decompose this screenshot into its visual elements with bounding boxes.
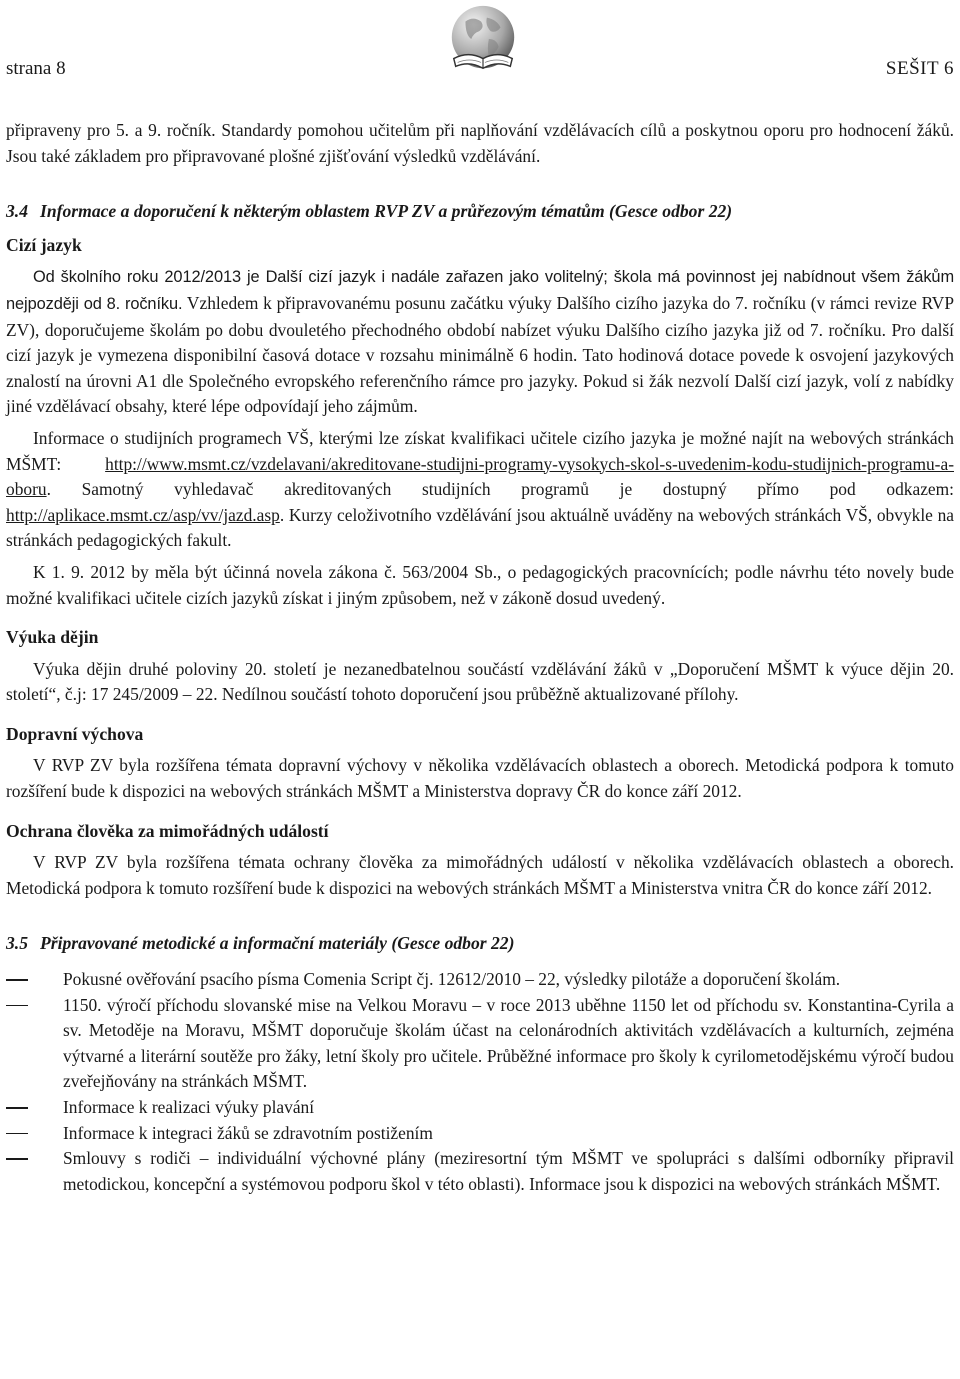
heading-vyuka-dejin: Výuka dějin — [6, 627, 99, 648]
heading-dopravni-vychova: Dopravní výchova — [6, 723, 144, 744]
cizi-jazyk-text-5: Pokud si žák nezvolí Další cizí jazyk, volí z nabídky jiné vzdělávací obsahy, které lépe odpovídají jeho zájmům. — [6, 370, 955, 417]
heading-cizi-jazyk: Cizí jazyk — [6, 234, 82, 255]
page-number: strana 8 — [6, 58, 66, 79]
p2-text-middle: . Samotný vyhledavač akreditovaných studijních programů je dostupný přímo pod odkazem: — [46, 479, 954, 500]
list-item: Informace k realizaci výuky plavání — [6, 1095, 954, 1121]
section-number: 3.5 — [6, 933, 28, 954]
dopravni-vychova-paragraph: V RVP ZV byla rozšířena témata dopravní výchovy v několika vzdělávacích oblastech a oborech. Metodická podpora k tomuto rozšíření bude k dispozici na webových stránkách MŠMT a Ministerstva dopravy ČR do konce září 2012. — [6, 755, 954, 802]
materials-list — [6, 967, 954, 1197]
section-number: 3.4 — [6, 201, 28, 222]
cizi-jazyk-paragraph-2 — [6, 426, 954, 554]
cizi-jazyk-sans-text: Od školního roku 2012/2013 je Další cizí jazyk i nadále zařazen jako volitelný; škola má povinnost jej nabídnout všem žákům nejpozději od 8. ročníku. — [6, 268, 954, 313]
p2-text-after: . Kurzy celoživotního vzdělávání jsou aktuálně uváděny na webových stránkách VŠ, obvykle na stránkách pedagogických fakult. — [6, 504, 954, 551]
list-item: Pokusné ověřování psacího písma Comenia Script čj. 12612/2010 – 22, výsledky pilotáže a doporučení školám. — [6, 967, 954, 993]
section-3-5-title — [6, 931, 954, 957]
cizi-jazyk-text-4: Tato hodinová dotace povede k osvojení jazykových znalostí na úrovni A1 dle Společného evropského referenčního rámce pro jazyky. — [6, 345, 954, 391]
list-item: Smlouvy s rodiči – individuální výchovné plány (meziresortní tým MŠMT ve spolupráci s dalšími odborníky připravil metodickou, koncepční a systémovou podporu škol v této oblasti). Informace jsou k dispozici na webových stránkách MŠMT. — [6, 1146, 954, 1197]
list-item: 1150. výročí příchodu slovanské mise na Velkou Moravu – v roce 2013 uběhne 1150 let od příchodu sv. Konstantina-Cyrila a sv. Metoděje na Moravu, MŠMT doporučuje školám účast na celonárodních aktivitách vzdělávacích a kulturních, zejména výtvarné a literární soutěže pro žáky, letní školy pro učitele. Průběžné informace pro školy k cyrilometodějskému výročí budou zveřejňovány na stránkách MŠMT. — [6, 993, 954, 1095]
jazd-search-link[interactable]: http://aplikace.msmt.cz/asp/vv/jazd.asp — [6, 504, 280, 525]
section-title-text: Připravované metodické a informační materiály (Gesce odbor 22) — [40, 933, 515, 954]
vyuka-dejin-paragraph: Výuka dějin druhé poloviny 20. století je nezanedbatelnou součástí vzdělávání žáků v „Doporučení MŠMT k výuce dějin 20. století“, č.j: 17 245/2009 – 22. Nedílnou součástí tohoto doporučení jsou průběžně aktualizované přílohy. — [6, 658, 954, 705]
cizi-jazyk-text-3: Pro další cizí jazyk je vymezena disponibilní časová dotace v rozsahu minimálně 6 hodin. — [6, 319, 955, 366]
ochrana-cloveka-paragraph: V RVP ZV byla rozšířena témata ochrany člověka za mimořádných událostí v několika vzdělávacích oblastech a oborech. Metodická podpora k tomuto rozšíření bude k dispozici na webových stránkách MŠMT a Ministerstva vnitra ČR do konce září 2012. — [6, 852, 954, 898]
intro-paragraph: připraveny pro 5. a 9. ročník. Standardy pomohou učitelům při naplňování vzdělávacích cílů a poskytnou oporu pro hodnocení žáků. Jsou také základem pro připravované plošné zjišťování výsledků vzdělávání. — [6, 120, 954, 166]
cizi-jazyk-text-2: Vzhledem k připravovanému posunu začátku výuky Dalšího cizího jazyka do 7. ročníku (v rámci revize RVP ZV), doporučujeme školám po dobu dvouletého přechodného období nabízet výuku Dalšího cizího jazyka již od 7. ročníku. — [6, 292, 955, 340]
page-content — [6, 118, 954, 1197]
section-3-4-title — [6, 199, 954, 225]
list-item: Informace k integraci žáků se zdravotním postižením — [6, 1121, 954, 1147]
cizi-jazyk-paragraph-3: K 1. 9. 2012 by měla být účinná novela zákona č. 563/2004 Sb., o pedagogických pracovnících; podle návrhu této novely bude možné kvalifikaci učitele cizích jazyků získat i jiným způsobem, než v zákoně dosud uvedený. — [6, 561, 954, 608]
booklet-label: SEŠIT 6 — [885, 58, 954, 79]
p2-text-before: Informace o studijních programech VŠ, kterými lze získat kvalifikaci učitele cizího jazyka je možné najít na webových stránkách MŠMT: — [6, 427, 954, 474]
section-title-text: Informace a doporučení k některým oblastem RVP ZV a průřezovým tématům (Gesce odbor 22) — [40, 201, 733, 222]
heading-ochrana-cloveka: Ochrana člověka za mimořádných událostí — [6, 820, 329, 841]
cizi-jazyk-paragraph-1 — [6, 264, 954, 420]
globe-book-icon — [444, 2, 522, 80]
msmt-accredited-programs-link[interactable]: http://www.msmt.cz/vzdelavani/akreditovane-studijni-programy-vysokych-skol-s-uvedenim-kodu-studijnich-programu-a-oboru — [6, 453, 954, 500]
